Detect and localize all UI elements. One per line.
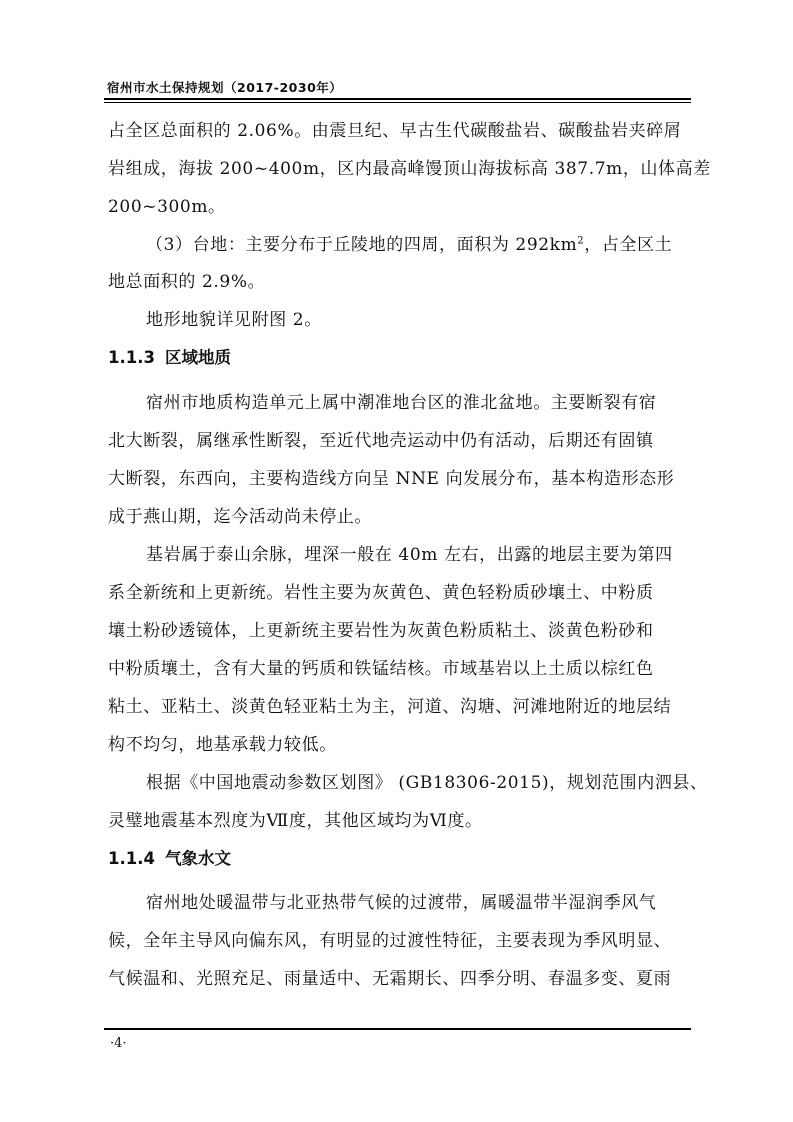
line-text: ，占全区土 xyxy=(584,235,673,255)
paragraph-line: 占全区总面积的 2.06%。由震旦纪、早古生代碳酸盐岩、碳酸盐岩夹碎屑 xyxy=(108,121,682,141)
paragraph-line xyxy=(146,231,672,259)
paragraph-line: 壤土粉砂透镜体，上更新统主要岩性为灰黄色粉质粘土、淡黄色粉砂和 xyxy=(108,621,654,641)
header-rule-thick xyxy=(104,98,691,100)
paragraph-line: 气候温和、光照充足、雨量适中、无霜期长、四季分明、春温多变、夏雨 xyxy=(108,969,672,989)
line-text: （3）台地：主要分布于丘陵地的四周，面积为 292km xyxy=(146,235,578,255)
running-header-title: 宿州市水土保持规划（2017-2030年） xyxy=(107,80,343,95)
page-number: ·4· xyxy=(110,1036,127,1051)
paragraph-line: 灵璧地震基本烈度为Ⅶ度，其他区域均为Ⅵ度。 xyxy=(108,811,483,831)
section-heading-1-1-3 xyxy=(108,344,231,372)
paragraph-line: 200~300m。 xyxy=(108,197,226,217)
section-number: 1.1.4 xyxy=(108,849,155,868)
paragraph-line: 候，全年主导风向偏东风，有明显的过渡性特征，主要表现为季风明显、 xyxy=(108,931,672,951)
paragraph-line: 宿州市地质构造单元上属中潮准地台区的淮北盆地。主要断裂有宿 xyxy=(146,393,657,413)
paragraph-line: 大断裂，东西向，主要构造线方向呈 NNE 向发展分布，基本构造形态形 xyxy=(108,469,675,489)
section-title: 气象水文 xyxy=(164,849,231,868)
section-title: 区域地质 xyxy=(164,348,231,367)
section-number: 1.1.3 xyxy=(108,348,155,367)
paragraph-line: 地总面积的 2.9%。 xyxy=(108,272,266,292)
paragraph-line: 系全新统和上更新统。岩性主要为灰黄色、黄色轻粉质砂壤土、中粉质 xyxy=(108,583,654,603)
paragraph-line: 北大断裂，属继承性断裂，至近代地壳运动中仍有活动，后期还有固镇 xyxy=(108,431,654,451)
paragraph-line: 构不均匀，地基承载力较低。 xyxy=(108,735,337,755)
header-rule-thin xyxy=(104,102,691,103)
paragraph-line: 根据《中国地震动参数区划图》 (GB18306-2015)，规划范围内泗县、 xyxy=(146,773,708,793)
paragraph-line: 中粉质壤土，含有大量的钙质和铁锰结核。市域基岩以上土质以棕红色 xyxy=(108,659,654,679)
paragraph-line: 岩组成，海拔 200~400m，区内最高峰馒顶山海拔标高 387.7m，山体高差 xyxy=(108,159,711,179)
section-heading-1-1-4 xyxy=(108,845,231,873)
paragraph-line: 成于燕山期，迄今活动尚未停止。 xyxy=(108,507,372,527)
paragraph-line: 基岩属于泰山余脉，埋深一般在 40m 左右，出露的地层主要为第四 xyxy=(146,545,673,565)
paragraph-line: 宿州地处暖温带与北亚热带气候的过渡带，属暖温带半湿润季风气 xyxy=(146,893,657,913)
superscript: 2 xyxy=(577,235,585,247)
paragraph-line: 粘土、亚粘土、淡黄色轻亚粘土为主，河道、沟塘、河滩地附近的地层结 xyxy=(108,697,672,717)
footer-rule xyxy=(104,1028,691,1030)
paragraph-line: 地形地貌详见附图 2。 xyxy=(146,310,322,330)
